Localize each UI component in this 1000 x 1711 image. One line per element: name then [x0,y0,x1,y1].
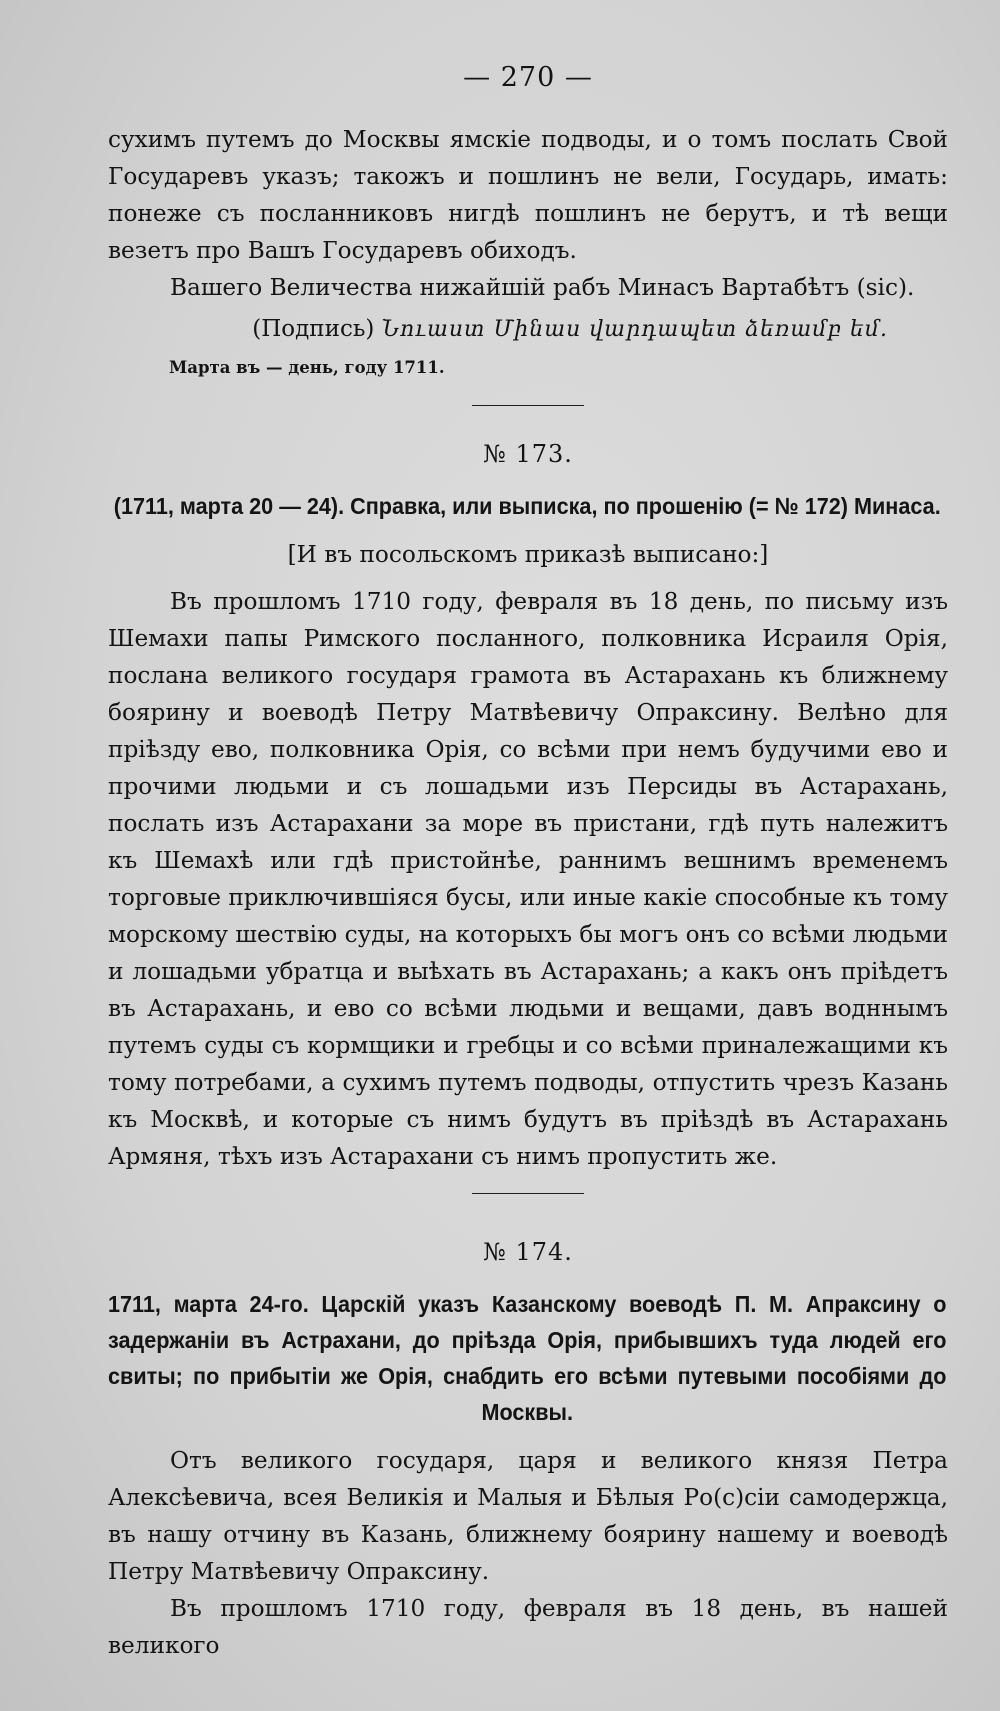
document-heading-173: (1711, марта 20 — 24). Справка, или выписка, по прошенію (= № 172) Минаса. [113,493,941,519]
armenian-signature: Նուաստ Մինաս վարդապետ ձեռամբ եմ. [381,317,888,342]
document-number-173: № 173. [483,440,573,468]
date-line: Марта въ — день, году 1711. [169,358,445,377]
document-paragraph-174-2: Въ прошломъ 1710 году, февраля въ 18 день, въ нашей великого [108,1595,948,1659]
document-paragraph-173: Въ прошломъ 1710 году, февраля въ 18 день, по письму изъ Шемахи папы Римского посланного, полковника Исраиля Орія, послана великого государя грамота въ Астарахань къ ближнему боярину и воеводѣ Петру Матвѣевичу Опраксину. Велѣно для пріѣзду ево, полковника Орія, со всѣми при немъ будучими ево и прочими людьми и съ лошадьми изъ Персиды въ Астарахань, послать изъ Астарахани за море въ пристани, гдѣ путь належитъ къ Шемахѣ или гдѣ пристойнѣе, раннимъ вешнимъ временемъ торговые приключившіяся бусы, или иные какіе способные къ тому морскому шествію суды, на которыхъ бы могъ онъ со всѣми людьми и лошадьми убратца и выѣхать въ Астарахань; а какъ онъ пріѣдетъ въ Астарахань, и ево со всѣми людьми и вещами, давъ водннымъ путемъ суды съ кормщики и гребцы и со всѣми приналежащими къ тому потребами, а сухимъ путемъ подводы, отпустить чрезъ Казань къ Москвѣ, и которые съ нимъ будутъ въ пріѣздѣ въ Астарахань Армяня, тѣхъ изъ Астарахани съ нимъ пропустить же. [108,588,948,1170]
document-number-174: № 174. [483,1238,573,1266]
page-number: — 270 — [463,62,593,93]
signature-line [108,312,888,347]
section-divider [472,1193,584,1194]
signer-line: Вашего Величества нижайшій рабъ Минасъ Вартабѣтъ (sic). [170,274,915,301]
continuation-paragraph: сухимъ путемъ до Москвы ямскіе подводы, и о томъ послать Свой Государевъ указъ; такожъ и пошлинъ не вели, Государь, имать: понеже съ посланниковъ нигдѣ пошлинъ не берутъ, и тѣ вещи везетъ про Вашъ Государевъ обиходъ. [108,126,948,264]
document-heading-174: 1711, марта 24-го. Царскій указъ Казанскому воеводѣ П. М. Апраксину о задержаніи въ Астрахани, до пріѣзда Орія, прибывшихъ туда людей его свиты; по прибытіи же Орія, снабдить его всѣми путевыми пособіями до Москвы. [108,1291,947,1425]
section-divider [472,405,584,406]
bracket-note: [И въ посольскомъ приказѣ выписано:] [287,541,769,568]
document-paragraph-174-1: Отъ великого государя, царя и великого князя Петра Алексѣевича, всея Великія и Малыя и Бѣлыя Ро(с)сіи самодержца, въ нашу отчину въ Казань, ближнему боярину нашему и воеводѣ Петру Матвѣевичу Опраксину. [108,1447,948,1585]
signature-label: (Подпись) [252,316,375,342]
